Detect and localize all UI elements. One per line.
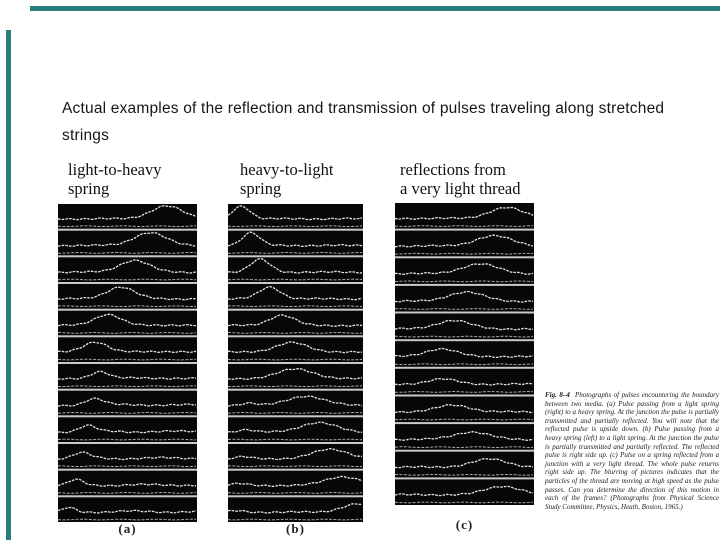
pulse-photo-a <box>58 204 197 522</box>
panel-label-a: (a) <box>118 521 137 536</box>
column-label-line: spring <box>240 179 282 198</box>
pulse-photo-b <box>228 204 363 522</box>
slide-title <box>62 95 682 149</box>
figure-caption-text: Photographs of pulses encountering the boundary between two media. (a) Pulse passing from a light spring (right) to a heavy spring. At the junction the pulse is partially transmitted and partially reflected. You will note that the reflected pulse is upside down. (b) Pulse passing from a heavy spring (left) to a light spring. At the junction the pulse is partially transmitted and partially reflected. The reflected pulse is right side up. (c) Pulse on a spring reflected from a junction with a very light thread. The whole pulse returns right side up. The blurring of pictures indicates that the particles of the thread are moving at high speed as the pulse passes. Can you determine the direction of this motion in each of the frames? (Photographs from Physical Science Study Committee, Physics, Heath, Boston, 1965.) <box>545 391 719 511</box>
panel-label-b: (b) <box>286 521 305 536</box>
column-label-line: heavy-to-light <box>240 160 334 179</box>
column-label-light-thread <box>400 160 521 198</box>
column-label-line: reflections from <box>400 160 506 179</box>
figure-caption-number: Fig. 8–4 <box>545 391 570 399</box>
slide-title-line2: strings <box>62 127 110 144</box>
pulse-photo-panel-a <box>58 204 197 522</box>
pulse-photo-panel-c <box>395 203 534 505</box>
accent-bar-top <box>30 6 720 11</box>
column-label-heavy-to-light <box>240 160 333 198</box>
column-label-line: light-to-heavy <box>68 160 162 179</box>
figure-caption <box>545 391 719 511</box>
accent-bar-left <box>6 30 11 540</box>
pulse-photo-c <box>395 203 534 505</box>
pulse-photo-panel-b <box>228 204 363 522</box>
slide-title-line1: Actual examples of the reflection and transmission of pulses traveling along stretched <box>62 100 665 117</box>
column-label-line: spring <box>68 179 110 198</box>
column-label-line: a very light thread <box>400 179 521 198</box>
column-label-light-to-heavy <box>68 160 161 198</box>
panel-label-c: (c) <box>455 517 474 532</box>
